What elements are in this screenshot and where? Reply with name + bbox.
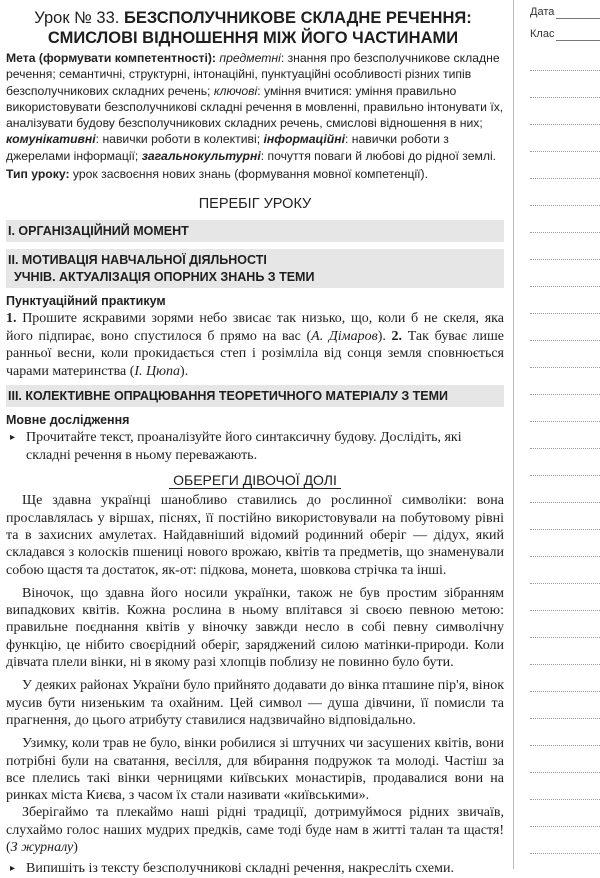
notes-line xyxy=(530,556,600,557)
practicum-title: Пунктуаційний практикум xyxy=(6,294,166,309)
notes-line xyxy=(530,394,600,395)
arrow-icon: ▸ xyxy=(10,863,16,875)
notes-line xyxy=(530,178,600,179)
lesson-title-line2: СМИСЛОВІ ВІДНОШЕННЯ МІЖ ЙОГО ЧАСТИНАМИ xyxy=(47,29,459,47)
text-title: ОБЕРЕГИ ДІВОЧОЇ ДОЛІ xyxy=(6,472,504,488)
research-task: ▸ Прочитайте текст, проаналізуйте його синтаксичну будову. Дослідіть, які складні речення в ньому переважають. xyxy=(10,430,462,463)
lesson-title-line1: БЕЗСПОЛУЧНИКОВЕ СКЛАДНЕ РЕЧЕННЯ: xyxy=(123,9,472,27)
notes-line xyxy=(530,124,600,125)
arrow-icon: ▸ xyxy=(10,432,16,444)
date-line xyxy=(556,18,600,19)
margin-divider xyxy=(513,0,514,869)
notes-line xyxy=(530,610,600,611)
notes-line xyxy=(530,502,600,503)
lesson-content xyxy=(6,50,504,878)
text-paragraph: Віночок, що здавна його носили українки, також не був простим зібранням випадкових квітів. Кожна рослина в ньому вплітався зі своєю певною метою: правильне поєднання квітів у віночку завжди несло в собі певну символічну функцію, це нібито своєрідний оберіг, заряджений силою матінки-природи. Коли дівчата плели вінки, ні в якому разі хлопців поблизу не повинно було бути. xyxy=(6,585,504,671)
notes-line xyxy=(530,718,600,719)
notes-line xyxy=(530,475,600,476)
final-task: ▸ Випишіть із тексту безсполучникові складні речення, накресліть схеми. xyxy=(10,861,454,877)
text-paragraph: Зберігаймо та плекаймо наші рідні традиції, дотримуймося рідних звичаїв, слухаймо голос наших мудрих предків, саме тоді буде нам в житті талан та щастя! (З журналу) xyxy=(6,805,504,856)
notes-line xyxy=(530,637,600,638)
notes-line xyxy=(530,286,600,287)
notes-line xyxy=(530,583,600,584)
notes-line xyxy=(530,772,600,773)
section-theory: III. КОЛЕКТИВНЕ ОПРАЦЮВАННЯ ТЕОРЕТИЧНОГО МАТЕРІАЛУ З ТЕМИ xyxy=(6,385,504,407)
notes-line xyxy=(530,826,600,827)
notes-line xyxy=(530,205,600,206)
notes-line xyxy=(530,691,600,692)
notes-line xyxy=(530,313,600,314)
notes-line xyxy=(530,151,600,152)
section-organizational: I. ОРГАНІЗАЦІЙНИЙ МОМЕНТ xyxy=(6,220,504,242)
lesson-number: Урок № 33. xyxy=(34,9,120,27)
lesson-type: Тип уроку: урок засвоєння нових знань (формування мовної компетенції). xyxy=(6,167,429,182)
text-paragraph: Ще здавна українці шанобливо ставились до рослинної символіки: вона прославлялась у віршах, піснях, її постійно використовували на побутовому рівні та в захисних амулетах. Найдавніший відомий родинний оберіг — дідух, який складався з колосків пшениці нового врожаю, квітів та предметів, що знаменували собою щастя та достаток, як-от: підкова, монета, шовкова стрічка та інші. xyxy=(6,493,504,578)
notes-line xyxy=(530,529,600,530)
research-title: Мовне дослідження xyxy=(6,413,130,428)
notes-line xyxy=(530,97,600,98)
notes-line xyxy=(530,367,600,368)
notes-line xyxy=(530,259,600,260)
notes-line xyxy=(530,421,600,422)
notes-line xyxy=(530,664,600,665)
notes-line xyxy=(530,232,600,233)
notes-line xyxy=(530,853,600,854)
practicum-text: 1. Прошите яскравими зорями небо звисає так низько, що, коли б не скеля, яка його підпирає, воно спустилося б прямо на вас (А. Дімаров). 2. Так буває лише ранньої весни, коли прокидається степ і розімліла від сонця земля сповнюється чарами материнства (І. Цюпа). xyxy=(6,311,504,379)
course-heading: ПЕРЕБІГ УРОКУ xyxy=(198,196,312,213)
section-motivation: II. МОТИВАЦІЯ НАВЧАЛЬНОЇ ДІЯЛЬНОСТІ УЧНІВ. АКТУАЛІЗАЦІЯ ОПОРНИХ ЗНАНЬ З ТЕМИ xyxy=(6,249,504,288)
notes-line xyxy=(530,340,600,341)
notes-line xyxy=(530,70,600,71)
class-label: Клас xyxy=(530,28,555,40)
text-paragraph: Узимку, коли трав не було, вінки робилися зі штучних чи засушених квітів, вони потрібні були на сватання, весілля, для вбирання подружок та молоді. Частіш за все плелись такі вінки черницями київських монастирів, продавалися вони на ринках міста Києва, з часом їх стали називати «київськими». xyxy=(6,736,504,804)
notes-line xyxy=(530,448,600,449)
notes-line xyxy=(530,745,600,746)
lesson-title xyxy=(6,8,500,48)
lesson-goals: Мета (формувати компетентності): предметні: знання про безсполучникове складне речення; семантичні, структурні, інтонаційні, пунктуаційні особливості різних типів безсполучникових складних речень; ключові: уміння вчитися: уміння правильно використовувати безсполучникові складні речення в мовленні, правильно інтонувати їх, аналізувати будову безсполучникових складних речень, смислові відношення в них; комунікативні: навички роботи в колективі; інформаційні: навички роботи з джерелами інформації; загальнокультурні: почуття поваги й любові до рідної землі. xyxy=(6,51,504,163)
date-label: Дата xyxy=(530,6,555,18)
notes-line xyxy=(530,799,600,800)
class-line xyxy=(556,40,600,41)
text-paragraph: У деяких районах України було прийнято додавати до вінка пташине пір'я, вінок мусив бути низеньким та охайним. Цей символ — душа дівчини, її помисли та прагнення, до цього атрибуту ставилися надзвичайно відповідально. xyxy=(6,678,504,728)
